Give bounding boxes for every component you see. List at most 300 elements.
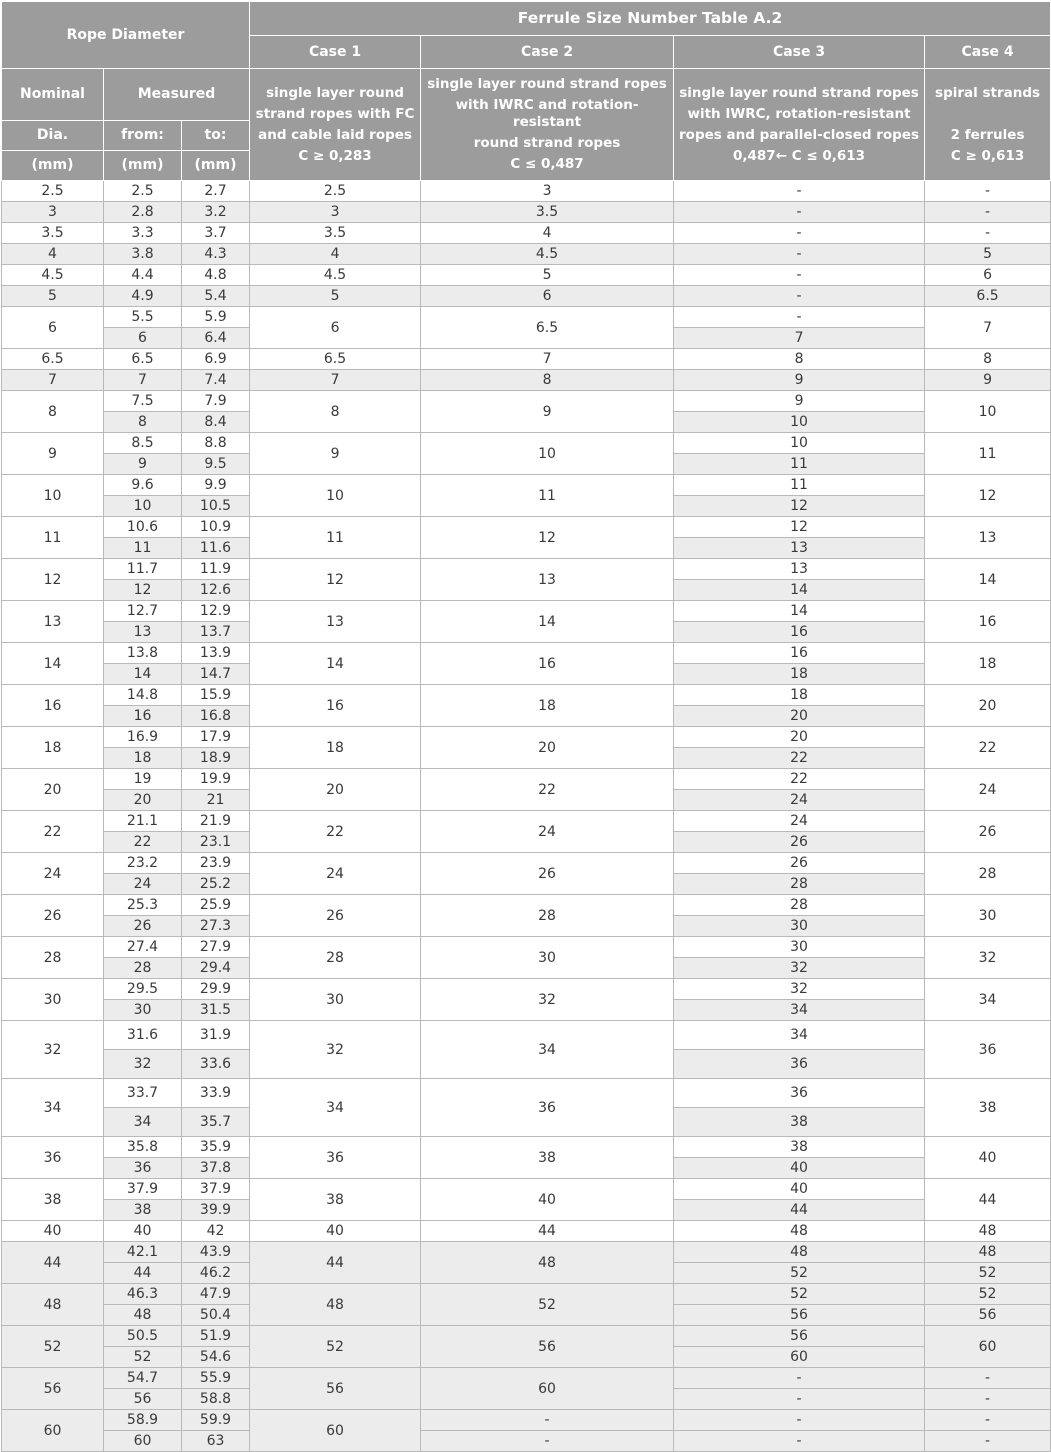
case-1-cell: 7 — [250, 370, 421, 391]
to-cell: 23.9 — [182, 853, 250, 874]
header-unit-to: (mm) — [182, 151, 250, 181]
from-cell: 40 — [104, 1221, 182, 1242]
to-cell: 23.1 — [182, 832, 250, 853]
nominal-cell: 8 — [2, 391, 104, 433]
table-row — [2, 1221, 1051, 1242]
table-row — [2, 517, 1051, 538]
nominal-cell: 20 — [2, 769, 104, 811]
nominal-cell: 5 — [2, 286, 104, 307]
from-cell: 13 — [104, 622, 182, 643]
table-row — [2, 1326, 1051, 1347]
header-rope-diameter: Rope Diameter — [2, 2, 250, 69]
case-1-cell: 18 — [250, 727, 421, 769]
from-cell: 23.2 — [104, 853, 182, 874]
case-2-cell: 22 — [421, 769, 674, 811]
case-2-cell: 13 — [421, 559, 674, 601]
nominal-cell: 12 — [2, 559, 104, 601]
from-cell: 18 — [104, 748, 182, 769]
case-2-cell: 34 — [421, 1021, 674, 1079]
to-cell: 58.8 — [182, 1389, 250, 1410]
case-4-cell: 18 — [925, 643, 1051, 685]
case-3-cell: 24 — [674, 790, 925, 811]
case-1-cell: 48 — [250, 1284, 421, 1326]
from-cell: 10 — [104, 496, 182, 517]
ferrule-size-table — [1, 1, 1051, 1452]
nominal-cell: 13 — [2, 601, 104, 643]
to-cell: 37.8 — [182, 1158, 250, 1179]
to-cell: 33.6 — [182, 1050, 250, 1079]
to-cell: 47.9 — [182, 1284, 250, 1305]
case-4-cell: 5 — [925, 244, 1051, 265]
table-row — [2, 811, 1051, 832]
nominal-cell: 52 — [2, 1326, 104, 1368]
case-3-cell: 16 — [674, 622, 925, 643]
case-3-cell: 22 — [674, 769, 925, 790]
to-cell: 8.8 — [182, 433, 250, 454]
case-1-cell: 4 — [250, 244, 421, 265]
from-cell: 16 — [104, 706, 182, 727]
case-1-cell: 3.5 — [250, 223, 421, 244]
to-cell: 6.4 — [182, 328, 250, 349]
header-measured: Measured — [104, 69, 250, 121]
case-3-cell: 28 — [674, 874, 925, 895]
nominal-cell: 3 — [2, 202, 104, 223]
to-cell: 3.7 — [182, 223, 250, 244]
nominal-cell: 7 — [2, 370, 104, 391]
case-3-cell: - — [674, 181, 925, 202]
case-4-cell: 13 — [925, 517, 1051, 559]
from-cell: 3.8 — [104, 244, 182, 265]
to-cell: 10.9 — [182, 517, 250, 538]
case-3-cell: - — [674, 1368, 925, 1389]
to-cell: 9.5 — [182, 454, 250, 475]
from-cell: 8.5 — [104, 433, 182, 454]
case-1-cell: 24 — [250, 853, 421, 895]
nominal-cell: 10 — [2, 475, 104, 517]
from-cell: 7 — [104, 370, 182, 391]
case-2-cell: - — [421, 1431, 674, 1452]
header-case-2: Case 2 — [421, 36, 674, 69]
case-2-cell: 60 — [421, 1368, 674, 1410]
case-1-cell: 10 — [250, 475, 421, 517]
case-3-cell: 11 — [674, 454, 925, 475]
case-3-cell: 30 — [674, 916, 925, 937]
table-row — [2, 370, 1051, 391]
table-row — [2, 937, 1051, 958]
to-cell: 4.8 — [182, 265, 250, 286]
case-1-cell: 16 — [250, 685, 421, 727]
case-4-cell: 36 — [925, 1021, 1051, 1079]
case-4-cell: 8 — [925, 349, 1051, 370]
table-row — [2, 1410, 1051, 1431]
nominal-cell: 4.5 — [2, 265, 104, 286]
case-3-cell: - — [674, 1431, 925, 1452]
to-cell: 25.9 — [182, 895, 250, 916]
from-cell: 5.5 — [104, 307, 182, 328]
from-cell: 37.9 — [104, 1179, 182, 1200]
to-cell: 37.9 — [182, 1179, 250, 1200]
nominal-cell: 60 — [2, 1410, 104, 1452]
to-cell: 27.9 — [182, 937, 250, 958]
case-3-cell: 32 — [674, 979, 925, 1000]
case-2-cell: 4.5 — [421, 244, 674, 265]
case-3-cell: 10 — [674, 433, 925, 454]
case-1-cell: 28 — [250, 937, 421, 979]
from-cell: 32 — [104, 1050, 182, 1079]
case-1-cell: 34 — [250, 1079, 421, 1137]
table-row — [2, 895, 1051, 916]
table-row — [2, 1284, 1051, 1305]
case-1-cell: 56 — [250, 1368, 421, 1410]
case-3-cell: 16 — [674, 643, 925, 664]
table-row — [2, 1137, 1051, 1158]
table-row — [2, 1242, 1051, 1263]
case-4-cell: 22 — [925, 727, 1051, 769]
case-4-cell: 16 — [925, 601, 1051, 643]
case-3-cell: 12 — [674, 517, 925, 538]
nominal-cell: 56 — [2, 1368, 104, 1410]
to-cell: 29.4 — [182, 958, 250, 979]
nominal-cell: 3.5 — [2, 223, 104, 244]
case-4-cell: 52 — [925, 1284, 1051, 1305]
header-to: to: — [182, 121, 250, 151]
case-1-cell: 52 — [250, 1326, 421, 1368]
table-row — [2, 601, 1051, 622]
table-row — [2, 853, 1051, 874]
to-cell: 51.9 — [182, 1326, 250, 1347]
case-4-cell: 40 — [925, 1137, 1051, 1179]
to-cell: 27.3 — [182, 916, 250, 937]
case-4-cell: 10 — [925, 391, 1051, 433]
nominal-cell: 32 — [2, 1021, 104, 1079]
case-3-cell: 26 — [674, 832, 925, 853]
case-4-cell: - — [925, 223, 1051, 244]
case-3-cell: 24 — [674, 811, 925, 832]
from-cell: 29.5 — [104, 979, 182, 1000]
case-2-cell: 12 — [421, 517, 674, 559]
from-cell: 11.7 — [104, 559, 182, 580]
table-row — [2, 265, 1051, 286]
case-2-cell: 44 — [421, 1221, 674, 1242]
case-2-cell: 7 — [421, 349, 674, 370]
to-cell: 55.9 — [182, 1368, 250, 1389]
case-1-cell: 8 — [250, 391, 421, 433]
table-row — [2, 349, 1051, 370]
case-2-cell: 32 — [421, 979, 674, 1021]
table-header — [2, 2, 1051, 181]
nominal-cell: 44 — [2, 1242, 104, 1284]
case-1-cell: 60 — [250, 1410, 421, 1452]
case-2-cell: 28 — [421, 895, 674, 937]
header-case-4: Case 4 — [925, 36, 1051, 69]
to-cell: 6.9 — [182, 349, 250, 370]
case-3-cell: 40 — [674, 1179, 925, 1200]
to-cell: 18.9 — [182, 748, 250, 769]
to-cell: 14.7 — [182, 664, 250, 685]
from-cell: 46.3 — [104, 1284, 182, 1305]
from-cell: 24 — [104, 874, 182, 895]
nominal-cell: 6.5 — [2, 349, 104, 370]
case-4-cell: 32 — [925, 937, 1051, 979]
nominal-cell: 11 — [2, 517, 104, 559]
from-cell: 25.3 — [104, 895, 182, 916]
from-cell: 26 — [104, 916, 182, 937]
case-3-cell: - — [674, 244, 925, 265]
case-3-cell: 22 — [674, 748, 925, 769]
from-cell: 16.9 — [104, 727, 182, 748]
case-3-cell: 8 — [674, 349, 925, 370]
case-4-cell: - — [925, 1431, 1051, 1452]
to-cell: 59.9 — [182, 1410, 250, 1431]
case-1-cell: 38 — [250, 1179, 421, 1221]
from-cell: 2.8 — [104, 202, 182, 223]
to-cell: 43.9 — [182, 1242, 250, 1263]
from-cell: 34 — [104, 1108, 182, 1137]
nominal-cell: 28 — [2, 937, 104, 979]
case-3-cell: 11 — [674, 475, 925, 496]
nominal-cell: 14 — [2, 643, 104, 685]
case-4-cell: - — [925, 202, 1051, 223]
from-cell: 31.6 — [104, 1021, 182, 1050]
case-3-cell: 18 — [674, 664, 925, 685]
case-3-cell: 36 — [674, 1050, 925, 1079]
from-cell: 11 — [104, 538, 182, 559]
case-3-cell: - — [674, 1410, 925, 1431]
case-4-description: spiral strands 2 ferrules C ≥ 0,613 — [925, 69, 1051, 181]
case-3-cell: 36 — [674, 1079, 925, 1108]
case-1-cell: 13 — [250, 601, 421, 643]
from-cell: 4.9 — [104, 286, 182, 307]
case-2-cell: 18 — [421, 685, 674, 727]
case-2-cell: 56 — [421, 1326, 674, 1368]
case-2-cell: 3.5 — [421, 202, 674, 223]
case-2-cell: 16 — [421, 643, 674, 685]
case-3-cell: 30 — [674, 937, 925, 958]
header-unit-nominal: (mm) — [2, 151, 104, 181]
case-1-cell: 9 — [250, 433, 421, 475]
to-cell: 42 — [182, 1221, 250, 1242]
nominal-cell: 24 — [2, 853, 104, 895]
case-2-cell: 38 — [421, 1137, 674, 1179]
to-cell: 12.6 — [182, 580, 250, 601]
from-cell: 50.5 — [104, 1326, 182, 1347]
case-3-cell: 52 — [674, 1263, 925, 1284]
case-1-cell: 20 — [250, 769, 421, 811]
from-cell: 6 — [104, 328, 182, 349]
case-4-cell: 30 — [925, 895, 1051, 937]
case-3-description: single layer round strand ropes with IWRC, rotation-resistant ropes and parallel-closed ropes 0,487← C ≤ 0,613 — [674, 69, 925, 181]
nominal-cell: 4 — [2, 244, 104, 265]
table-row — [2, 202, 1051, 223]
from-cell: 48 — [104, 1305, 182, 1326]
case-2-cell: 14 — [421, 601, 674, 643]
header-from: from: — [104, 121, 182, 151]
to-cell: 11.6 — [182, 538, 250, 559]
table-row — [2, 286, 1051, 307]
from-cell: 42.1 — [104, 1242, 182, 1263]
nominal-cell: 34 — [2, 1079, 104, 1137]
case-4-cell: 44 — [925, 1179, 1051, 1221]
case-2-cell: 36 — [421, 1079, 674, 1137]
from-cell: 30 — [104, 1000, 182, 1021]
from-cell: 14.8 — [104, 685, 182, 706]
case-3-cell: 26 — [674, 853, 925, 874]
from-cell: 10.6 — [104, 517, 182, 538]
to-cell: 7.4 — [182, 370, 250, 391]
case-3-cell: - — [674, 223, 925, 244]
case-3-cell: 34 — [674, 1021, 925, 1050]
case-1-cell: 14 — [250, 643, 421, 685]
table-row — [2, 559, 1051, 580]
to-cell: 35.9 — [182, 1137, 250, 1158]
to-cell: 39.9 — [182, 1200, 250, 1221]
case-2-cell: 6.5 — [421, 307, 674, 349]
case-3-cell: 32 — [674, 958, 925, 979]
case-1-cell: 2.5 — [250, 181, 421, 202]
to-cell: 46.2 — [182, 1263, 250, 1284]
case-2-cell: 48 — [421, 1242, 674, 1284]
from-cell: 13.8 — [104, 643, 182, 664]
case-1-cell: 30 — [250, 979, 421, 1021]
case-1-description: single layer round strand ropes with FC and cable laid ropes C ≥ 0,283 — [250, 69, 421, 181]
case-1-cell: 36 — [250, 1137, 421, 1179]
case-4-cell: - — [925, 1410, 1051, 1431]
case-2-cell: 20 — [421, 727, 674, 769]
table-row — [2, 685, 1051, 706]
case-4-cell: 12 — [925, 475, 1051, 517]
to-cell: 50.4 — [182, 1305, 250, 1326]
case-2-cell: 10 — [421, 433, 674, 475]
case-3-cell: 28 — [674, 895, 925, 916]
from-cell: 52 — [104, 1347, 182, 1368]
case-3-cell: 9 — [674, 391, 925, 412]
case-4-cell: 60 — [925, 1326, 1051, 1368]
to-cell: 10.5 — [182, 496, 250, 517]
from-cell: 38 — [104, 1200, 182, 1221]
case-3-cell: 13 — [674, 559, 925, 580]
from-cell: 3.3 — [104, 223, 182, 244]
case-3-cell: 56 — [674, 1326, 925, 1347]
case-1-cell: 26 — [250, 895, 421, 937]
case-4-cell: 38 — [925, 1079, 1051, 1137]
to-cell: 31.5 — [182, 1000, 250, 1021]
case-4-cell: - — [925, 1368, 1051, 1389]
from-cell: 54.7 — [104, 1368, 182, 1389]
table-row — [2, 1368, 1051, 1389]
case-3-cell: 52 — [674, 1284, 925, 1305]
to-cell: 15.9 — [182, 685, 250, 706]
case-1-cell: 6.5 — [250, 349, 421, 370]
to-cell: 54.6 — [182, 1347, 250, 1368]
case-3-cell: 56 — [674, 1305, 925, 1326]
case-4-cell: 52 — [925, 1263, 1051, 1284]
case-4-cell: 26 — [925, 811, 1051, 853]
case-2-cell: - — [421, 1410, 674, 1431]
to-cell: 17.9 — [182, 727, 250, 748]
nominal-cell: 38 — [2, 1179, 104, 1221]
to-cell: 19.9 — [182, 769, 250, 790]
case-1-cell: 22 — [250, 811, 421, 853]
from-cell: 8 — [104, 412, 182, 433]
case-1-cell: 5 — [250, 286, 421, 307]
table-row — [2, 769, 1051, 790]
header-nominal: Nominal — [2, 69, 104, 121]
from-cell: 12 — [104, 580, 182, 601]
to-cell: 11.9 — [182, 559, 250, 580]
from-cell: 27.4 — [104, 937, 182, 958]
case-1-cell: 4.5 — [250, 265, 421, 286]
case-2-cell: 9 — [421, 391, 674, 433]
case-2-cell: 4 — [421, 223, 674, 244]
table-row — [2, 979, 1051, 1000]
from-cell: 22 — [104, 832, 182, 853]
case-2-description: single layer round strand ropes with IWRC and rotation-resistant round strand ropes C ≤ 0,487 — [421, 69, 674, 181]
from-cell: 60 — [104, 1431, 182, 1452]
table-row — [2, 1431, 1051, 1452]
table-row — [2, 307, 1051, 328]
to-cell: 7.9 — [182, 391, 250, 412]
case-2-cell: 26 — [421, 853, 674, 895]
case-1-cell: 3 — [250, 202, 421, 223]
case-3-cell: 13 — [674, 538, 925, 559]
from-cell: 58.9 — [104, 1410, 182, 1431]
case-3-cell: 38 — [674, 1108, 925, 1137]
case-4-cell: 56 — [925, 1305, 1051, 1326]
table-row — [2, 244, 1051, 265]
to-cell: 5.9 — [182, 307, 250, 328]
nominal-cell: 22 — [2, 811, 104, 853]
from-cell: 21.1 — [104, 811, 182, 832]
case-4-cell: 20 — [925, 685, 1051, 727]
header-dia: Dia. — [2, 121, 104, 151]
nominal-cell: 48 — [2, 1284, 104, 1326]
case-4-cell: 11 — [925, 433, 1051, 475]
case-4-cell: 7 — [925, 307, 1051, 349]
nominal-cell: 6 — [2, 307, 104, 349]
case-3-cell: 48 — [674, 1221, 925, 1242]
case-3-cell: 40 — [674, 1158, 925, 1179]
from-cell: 56 — [104, 1389, 182, 1410]
from-cell: 44 — [104, 1263, 182, 1284]
case-2-cell: 5 — [421, 265, 674, 286]
case-1-cell: 11 — [250, 517, 421, 559]
case-2-cell: 40 — [421, 1179, 674, 1221]
to-cell: 25.2 — [182, 874, 250, 895]
to-cell: 31.9 — [182, 1021, 250, 1050]
case-4-cell: 28 — [925, 853, 1051, 895]
case-1-cell: 12 — [250, 559, 421, 601]
table-row — [2, 391, 1051, 412]
table-body — [2, 181, 1051, 1452]
from-cell: 28 — [104, 958, 182, 979]
to-cell: 3.2 — [182, 202, 250, 223]
case-3-cell: 20 — [674, 727, 925, 748]
case-3-cell: - — [674, 1389, 925, 1410]
to-cell: 2.7 — [182, 181, 250, 202]
to-cell: 16.8 — [182, 706, 250, 727]
case-2-cell: 8 — [421, 370, 674, 391]
from-cell: 2.5 — [104, 181, 182, 202]
to-cell: 13.9 — [182, 643, 250, 664]
nominal-cell: 16 — [2, 685, 104, 727]
case-4-cell: 34 — [925, 979, 1051, 1021]
from-cell: 4.4 — [104, 265, 182, 286]
case-1-cell: 32 — [250, 1021, 421, 1079]
case-3-cell: - — [674, 307, 925, 328]
case-3-cell: - — [674, 202, 925, 223]
to-cell: 5.4 — [182, 286, 250, 307]
case-1-cell: 44 — [250, 1242, 421, 1284]
